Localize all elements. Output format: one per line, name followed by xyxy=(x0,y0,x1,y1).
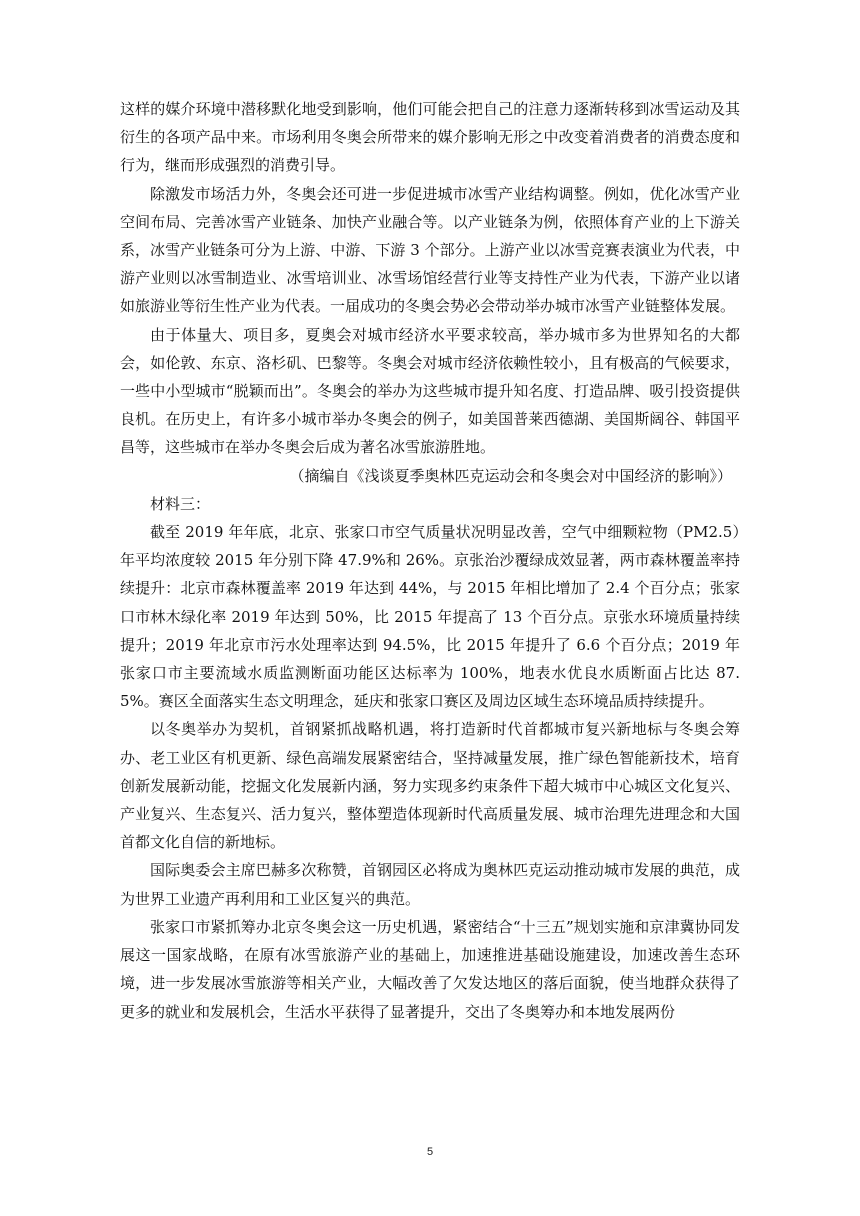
material-heading: 材料三： xyxy=(150,494,211,513)
paragraph-shougang: 以冬奥举办为契机，首钢紧抓战略机遇，将打造新时代首都城市复兴新地标与冬奥会筹办、老工业区有机更新、绿色高端发展紧密结合，坚持减量发展，推广绿色智能新技术，培育创新发展新动能，挖掘文化发展新内涵，努力实现多约束条件下超大城市中心城区文化复兴、产业复兴、生态复兴、活力复兴，整体塑造体现新时代高质量发展、城市治理先进理念和大国首都文化自信的新地标。 xyxy=(120,720,740,852)
paragraph-host-cities: 由于体量大、项目多，夏奥会对城市经济水平要求较高，举办城市多为世界知名的大都会，如伦敦、东京、洛杉矶、巴黎等。冬奥会对城市经济依赖性较小，且有极高的气候要求，一些中小型城市“脱颖而出”。冬奥会的举办为这些城市提升知名度、打造品牌、吸引投资提供良机。在历史上，有许多小城市举办冬奥会的例子，如美国普莱西德湖、美国斯阔谷、韩国平昌等，这些城市在举办冬奥会后成为著名冰雪旅游胜地。 xyxy=(120,325,740,457)
paragraph-continued: 这样的媒介环境中潜移默化地受到影响，他们可能会把自己的注意力逐渐转移到冰雪运动及其衍生的各项产品中来。市场利用冬奥会所带来的媒介影响无形之中改变着消费者的消费态度和行为，继而形成强烈的消费引导。 xyxy=(120,100,740,175)
page-number: 5 xyxy=(426,1146,434,1158)
source-citation: （摘编自《浅谈夏季奥林匹克运动会和冬奥会对中国经济的影响》） xyxy=(289,466,732,485)
document-body xyxy=(120,95,740,1026)
paragraph-zhangjiakou: 张家口市紧抓筹办北京冬奥会这一历史机遇，紧密结合“十三五”规划实施和京津冀协同发展这一国家战略，在原有冰雪旅游产业的基础上，加速推进基础设施建设，加速改善生态环境，进一步发展冰雪旅游等相关产业，大幅改善了欠发达地区的落后面貌，使当地群众获得了更多的就业和发展机会，生活水平获得了显著提升，交出了冬奥筹办和本地发展两份 xyxy=(120,917,740,1021)
paragraph-ioc-praise: 国际奥委会主席巴赫多次称赞，首钢园区必将成为奥林匹克运动推动城市发展的典范，成为世界工业遗产再利用和工业区复兴的典范。 xyxy=(120,861,740,908)
paragraph-environment: 截至 2019 年年底，北京、张家口市空气质量状况明显改善，空气中细颗粒物（PM2.5）年平均浓度较 2015 年分别下降 47.9%和 26%。京张治沙覆绿成效显著，两市森林覆盖率持续提升：北京市森林覆盖率 2019 年达到 44%，与 2015 年相比增加了 2.4 个百分点；张家口市林木绿化率 2019 年达到 50%，比 2015 年提高了 13 个百分点。京张水环境质量持续提升；2019 年北京市污水处理率达到 94.5%，比 2015 年提升了 6.6 个百分点；2019 年张家口市主要流域水质监测断面功能区达标率为 100%，地表水优良水质断面占比达 87.5%。赛区全面落实生态文明理念，延庆和张家口赛区及周边区域生态环境品质持续提升。 xyxy=(120,523,740,711)
paragraph-industry-structure: 除激发市场活力外，冬奥会还可进一步促进城市冰雪产业结构调整。例如，优化冰雪产业空间布局、完善冰雪产业链条、加快产业融合等。以产业链条为例，依照体育产业的上下游关系，冰雪产业链条可分为上游、中游、下游 3 个部分。上游产业以冰雪竞赛表演业为代表，中游产业则以冰雪制造业、冰雪培训业、冰雪场馆经营行业等支持性产业为代表，下游产业以诸如旅游业等衍生性产业为代表。一届成功的冬奥会势必会带动举办城市冰雪产业链整体发展。 xyxy=(120,184,740,316)
